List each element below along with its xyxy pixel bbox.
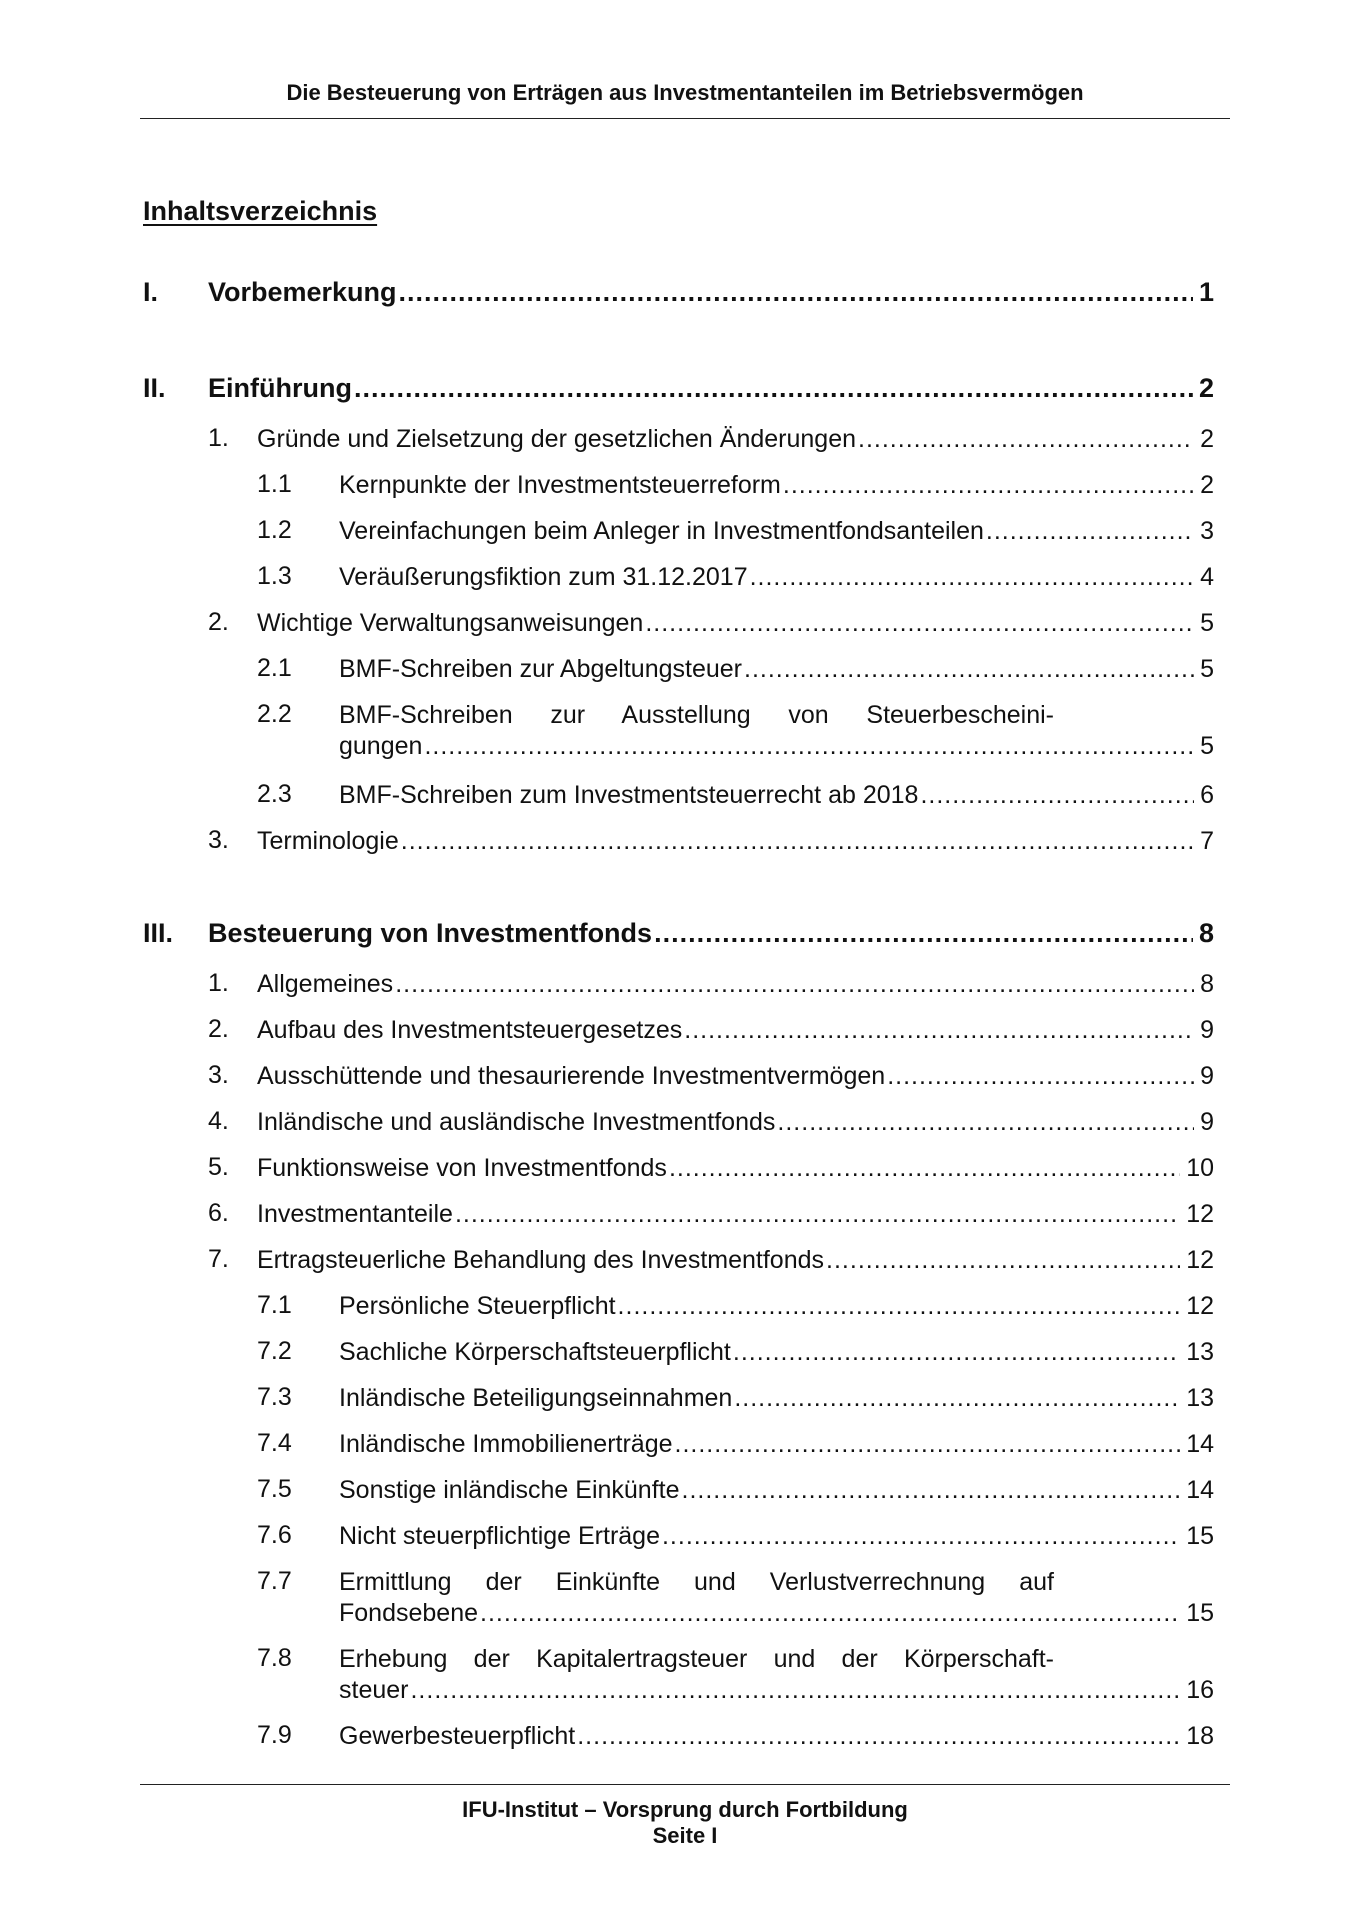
toc-entry-page: 5	[1200, 655, 1214, 683]
dot-leader	[399, 277, 1193, 308]
header-rule	[140, 118, 1230, 119]
toc-entry-number: 6.	[208, 1199, 229, 1227]
toc-entry-title: Veräußerungsfiktion zum 31.12.2017	[339, 563, 748, 591]
toc-entry-page: 8	[1200, 970, 1214, 998]
toc-entry-page: 14	[1186, 1430, 1214, 1458]
toc-entry-number: 2.	[208, 1015, 229, 1043]
dot-leader	[750, 562, 1195, 593]
toc-entry-body	[208, 918, 1214, 949]
toc-entry-page: 18	[1186, 1722, 1214, 1750]
toc-entry-title: Investmentanteile	[257, 1200, 453, 1228]
footer-rule	[140, 1784, 1230, 1785]
toc-entry-number: 1.1	[257, 470, 292, 498]
toc-entry-number: III.	[143, 918, 174, 948]
toc-entry-number: 3.	[208, 826, 229, 854]
dot-leader	[424, 731, 1194, 762]
toc-entry-title: Gründe und Zielsetzung der gesetzlichen Änderungen	[257, 425, 857, 453]
toc-entry-title: Sachliche Körperschaftsteuerpflicht	[339, 1338, 731, 1366]
toc-entry-page: 2	[1200, 471, 1214, 499]
toc-entry-number: 7.9	[257, 1721, 292, 1749]
toc-entry-body	[339, 1567, 1214, 1629]
toc-entry-number: 2.2	[257, 700, 292, 728]
dot-leader	[887, 1061, 1194, 1092]
dot-leader	[783, 470, 1194, 501]
dot-leader	[455, 1199, 1180, 1230]
toc-entry-page: 5	[1200, 609, 1214, 637]
dot-leader	[826, 1245, 1180, 1276]
toc-entry-page: 12	[1186, 1246, 1214, 1274]
dot-leader	[734, 1383, 1180, 1414]
dot-leader	[986, 516, 1194, 547]
toc-entry-number: 7.	[208, 1245, 229, 1273]
footer-page-number: Seite I	[652, 1823, 718, 1848]
toc-entry-number: 1.	[208, 424, 229, 452]
toc-entry-title: Funktionsweise von Investmentfonds	[257, 1154, 667, 1182]
dot-leader	[669, 1153, 1180, 1184]
toc-entry-body	[339, 1644, 1214, 1706]
dot-leader	[618, 1291, 1181, 1322]
toc-entry-title: Kernpunkte der Investmentsteuerreform	[339, 471, 781, 499]
toc-entry-page: 13	[1186, 1338, 1214, 1366]
toc-entry-body	[339, 654, 1214, 685]
toc-entry-page: 1	[1198, 277, 1214, 307]
footer-institute: IFU-Institut – Vorsprung durch Fortbildung	[462, 1797, 908, 1822]
toc-entry-body	[257, 1061, 1214, 1092]
toc-entry-body	[339, 1429, 1214, 1460]
dot-leader	[654, 918, 1193, 949]
toc-entry-page: 9	[1200, 1016, 1214, 1044]
toc-entry-title: Inländische Beteiligungseinnahmen	[339, 1384, 733, 1412]
dot-leader	[480, 1598, 1180, 1629]
toc-entry-title: Vereinfachungen beim Anleger in Investmentfondsanteilen	[339, 517, 984, 545]
toc-entry-body	[257, 1199, 1214, 1230]
toc-entry-title: Allgemeines	[257, 970, 394, 998]
toc-entry-page: 10	[1186, 1154, 1214, 1182]
toc-entry-number: 3.	[208, 1061, 229, 1089]
toc-entry-title: Vorbemerkung	[208, 277, 397, 307]
toc-entry-number: 7.1	[257, 1291, 292, 1319]
toc-entry-number: II.	[143, 373, 166, 403]
toc-entry-title: Sonstige inländische Einkünfte	[339, 1476, 680, 1504]
toc-entry-body	[257, 1153, 1214, 1184]
toc-entry-number: 7.4	[257, 1429, 292, 1457]
toc-heading: Inhaltsverzeichnis	[143, 196, 378, 226]
toc-entry-page: 6	[1200, 781, 1214, 809]
toc-entry-page: 2	[1200, 425, 1214, 453]
toc-entry-number: 7.3	[257, 1383, 292, 1411]
toc-entry-title: Nicht steuerpflichtige Erträge	[339, 1522, 660, 1550]
toc-entry-title: Ausschüttende und thesaurierende Investmentvermögen	[257, 1062, 886, 1090]
dot-leader	[410, 1675, 1180, 1706]
toc-entry-page: 12	[1186, 1200, 1214, 1228]
toc-entry-title: Fondsebene	[339, 1599, 479, 1627]
toc-entry-body	[339, 700, 1214, 762]
toc-entry-title: Ertragsteuerliche Behandlung des Investmentfonds	[257, 1246, 825, 1274]
toc-entry-page: 5	[1200, 732, 1214, 760]
toc-entry-number: I.	[143, 277, 159, 307]
toc-entry-number: 1.	[208, 969, 229, 997]
toc-entry-page: 8	[1198, 918, 1214, 948]
toc-entry-number: 5.	[208, 1153, 229, 1181]
dot-leader	[577, 1721, 1180, 1752]
toc-entry-page: 3	[1200, 517, 1214, 545]
toc-entry-number: 2.1	[257, 654, 292, 682]
toc-entry-body	[339, 1337, 1214, 1368]
toc-entry-page: 15	[1186, 1599, 1214, 1627]
toc-entry-page: 16	[1186, 1676, 1214, 1704]
dot-leader	[777, 1107, 1194, 1138]
toc-entry-body	[257, 826, 1214, 857]
toc-entry-page: 2	[1198, 373, 1214, 403]
toc-entry-title: BMF-Schreiben zum Investmentsteuerrecht ab 2018	[339, 781, 919, 809]
toc-entry-body	[257, 969, 1214, 1000]
toc-entry-body	[339, 1521, 1214, 1552]
dot-leader	[675, 1429, 1181, 1460]
toc-entry-title: Persönliche Steuerpflicht	[339, 1292, 616, 1320]
toc-entry-body	[339, 562, 1214, 593]
dot-leader	[858, 424, 1194, 455]
toc-entry-title: gungen	[339, 732, 423, 760]
dot-leader	[401, 826, 1194, 857]
toc-entry-number: 2.3	[257, 780, 292, 808]
dot-leader	[395, 969, 1194, 1000]
toc-entry-body	[257, 608, 1214, 639]
dot-leader	[662, 1521, 1180, 1552]
toc-entry-number: 7.2	[257, 1337, 292, 1365]
dot-leader	[645, 608, 1194, 639]
toc-entry-title: Gewerbesteuerpflicht	[339, 1722, 576, 1750]
toc-entry-title: Aufbau des Investmentsteuergesetzes	[257, 1016, 683, 1044]
dot-leader	[920, 780, 1194, 811]
toc-entry-page: 12	[1186, 1292, 1214, 1320]
toc-entry-title-line1: Ermittlung der Einkünfte und Verlustverrechnung auf	[339, 1568, 1054, 1596]
toc-entry-page: 13	[1186, 1384, 1214, 1412]
toc-entry-title-line1: BMF-Schreiben zur Ausstellung von Steuerbescheini-	[339, 701, 1054, 729]
toc-entry-body	[257, 1107, 1214, 1138]
toc-entry-title: BMF-Schreiben zur Abgeltungsteuer	[339, 655, 742, 683]
toc-entry-number: 7.5	[257, 1475, 292, 1503]
toc-entry-page: 9	[1200, 1062, 1214, 1090]
toc-entry-title: steuer	[339, 1676, 409, 1704]
dot-leader	[682, 1475, 1181, 1506]
toc-entry-page: 9	[1200, 1108, 1214, 1136]
toc-entry-body	[257, 1245, 1214, 1276]
toc-entry-page: 4	[1200, 563, 1214, 591]
toc-entry-title-line1: Erhebung der Kapitalertragsteuer und der Körperschaft-	[339, 1645, 1054, 1673]
toc-entry-body	[257, 424, 1214, 455]
toc-entry-body	[339, 1383, 1214, 1414]
toc-entry-title: Einführung	[208, 373, 352, 403]
dot-leader	[733, 1337, 1180, 1368]
toc-entry-number: 2.	[208, 608, 229, 636]
toc-entry-number: 4.	[208, 1107, 229, 1135]
toc-entry-body	[208, 373, 1214, 404]
dot-leader	[684, 1015, 1194, 1046]
toc-entry-page: 15	[1186, 1522, 1214, 1550]
dot-leader	[354, 373, 1193, 404]
toc-entry-title: Terminologie	[257, 827, 399, 855]
toc-entry-title: Inländische und ausländische Investmentfonds	[257, 1108, 776, 1136]
toc-entry-body	[339, 1721, 1214, 1752]
toc-entry-body	[339, 1475, 1214, 1506]
toc-entry-body	[257, 1015, 1214, 1046]
toc-entry-title: Inländische Immobilienerträge	[339, 1430, 673, 1458]
toc-entry-number: 7.7	[257, 1567, 292, 1595]
dot-leader	[744, 654, 1194, 685]
toc-entry-title: Wichtige Verwaltungsanweisungen	[257, 609, 644, 637]
toc-entry-number: 7.6	[257, 1521, 292, 1549]
toc-entry-page: 14	[1186, 1476, 1214, 1504]
toc-entry-body	[339, 780, 1214, 811]
running-header: Die Besteuerung von Erträgen aus Investmentanteilen im Betriebsvermögen	[286, 80, 1084, 105]
toc-entry-number: 7.8	[257, 1644, 292, 1672]
toc-entry-body	[339, 1291, 1214, 1322]
toc-entry-body	[208, 277, 1214, 308]
toc-entry-body	[339, 516, 1214, 547]
toc-entry-title: Besteuerung von Investmentfonds	[208, 918, 653, 948]
toc-entry-number: 1.3	[257, 562, 292, 590]
toc-entry-page: 7	[1200, 827, 1214, 855]
toc-entry-body	[339, 470, 1214, 501]
toc-entry-number: 1.2	[257, 516, 292, 544]
